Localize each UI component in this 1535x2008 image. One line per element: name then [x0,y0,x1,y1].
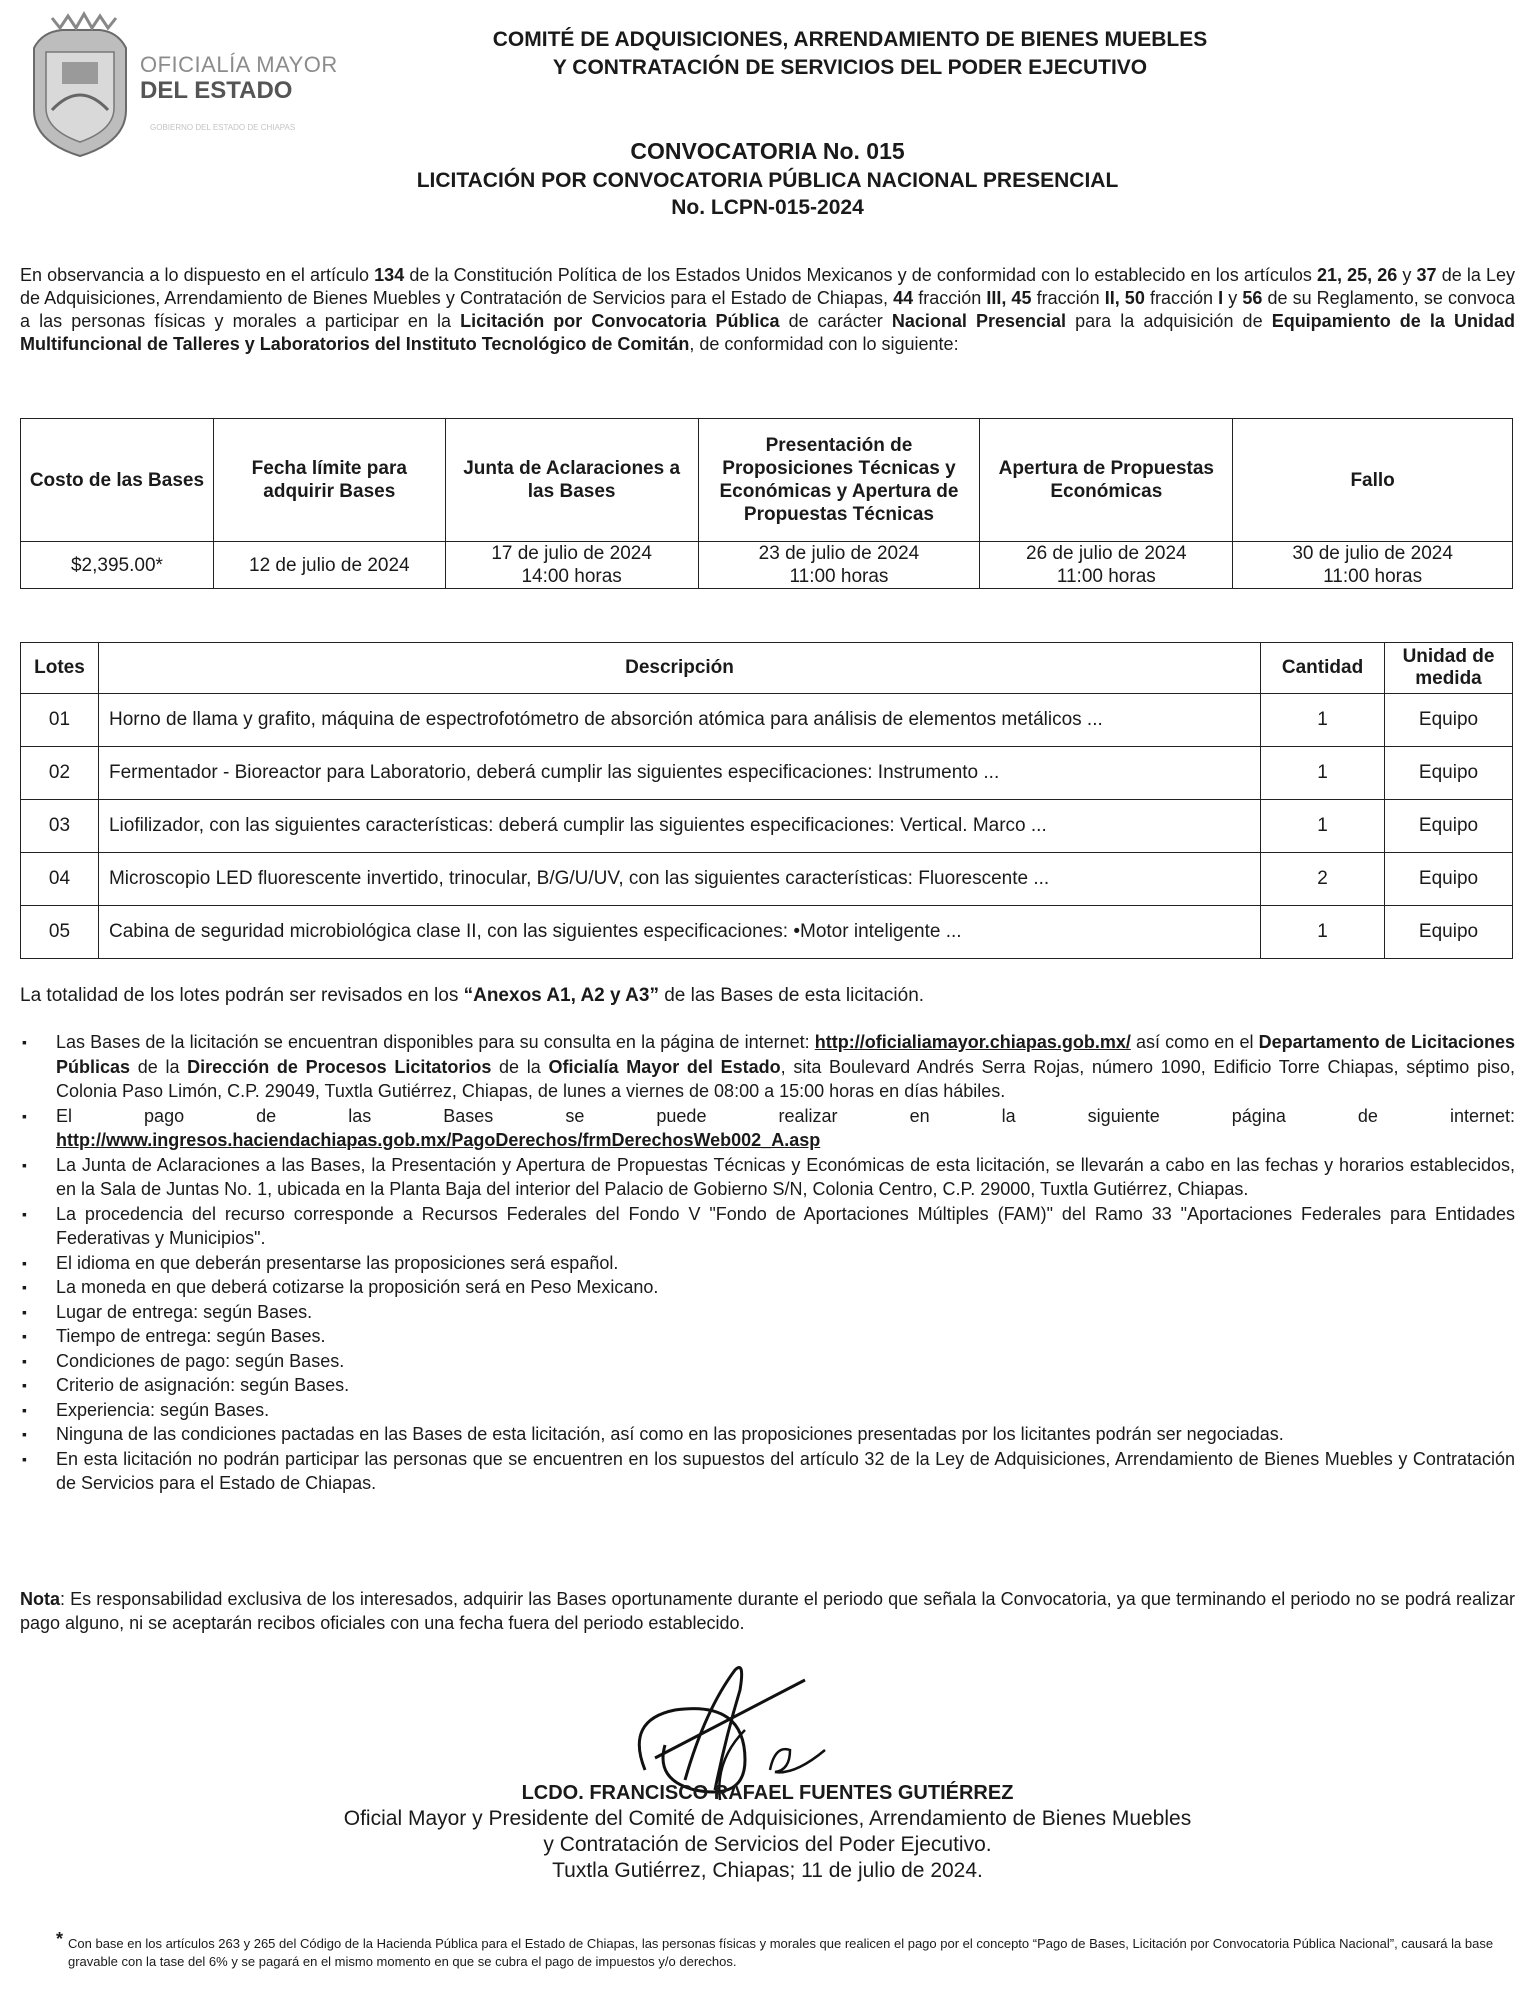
lot-number: 02 [21,747,99,800]
payment-link[interactable]: http://www.ingresos.haciendachiapas.gob.mx/PagoDerechos/frmDerechosWeb002_A.asp [56,1130,821,1150]
table-row [21,906,1513,959]
schedule-date: 23 de julio de 2024 [758,543,920,564]
schedule-header-cell: Fallo [1233,419,1513,542]
committee-title-line2: Y CONTRATACIÓN DE SERVICIOS DEL PODER EJECUTIVO [552,56,1148,79]
list-item: ▪ El idioma en que deberán presentarse las proposiciones será español. [20,1251,1515,1276]
list-item: ▪ Condiciones de pago: según Bases. [20,1349,1515,1374]
lot-quantity: 1 [1261,747,1385,800]
lots-header-unidad: Unidad de medida [1385,643,1513,694]
lot-quantity: 1 [1261,694,1385,747]
lot-number: 04 [21,853,99,906]
bases-consultation-link[interactable]: http://oficialiamayor.chiapas.gob.mx/ [814,1032,1131,1052]
list-item: ▪ Criterio de asignación: según Bases. [20,1373,1515,1398]
schedule-date: $2,395.00* [70,554,163,576]
lot-quantity: 2 [1261,853,1385,906]
lot-description: Fermentador - Bioreactor para Laboratorio, deberá cumplir las siguientes especificaciones: Instrumento ... [98,747,1260,800]
lots-header-lote: Lotes [21,643,99,694]
lots-header-row [21,643,1513,694]
lot-description: Horno de llama y grafito, máquina de espectrofotómetro de absorción atómica para análisis de elementos metálicos ... [98,694,1260,747]
schedule-values-row [21,542,1513,589]
list-item: ▪ En esta licitación no podrán participar las personas que se encuentren en los supuestos del artículo 32 de la Ley de Adquisiciones, Arrendamiento de Bienes Muebles y Contratación de Servicios para el Estado de Chiapas. [20,1447,1515,1496]
list-item: ▪ Lugar de entrega: según Bases. [20,1300,1515,1325]
committee-title-line1: COMITÉ DE ADQUISICIONES, ARRENDAMIENTO DE BIENES MUEBLES [492,28,1208,51]
schedule-header-cell: Presentación de Proposiciones Técnicas y Económicas y Apertura de Propuestas Técnicas [698,419,980,542]
lot-unit: Equipo [1385,800,1513,853]
footnote: * Con base en los artículos 263 y 265 del Código de la Hacienda Pública para el Estado de Chiapas, las personas físicas y morales que realicen el pago por el concepto “Pago de Bases, Licitación por Convocatoria Pública Nacional”, causará la base gravable con la tase del 6% y se pagará en el mismo momento en que se cubra el pago de impuestos y/o derechos. [56,1929,1494,1969]
schedule-date: 26 de julio de 2024 [1026,543,1187,564]
schedule-header-cell: Costo de las Bases [21,419,214,542]
schedule-value-cell [21,542,214,589]
nota-label: Nota [20,1589,60,1609]
convocatoria-number: No. LCPN-015-2024 [671,196,864,219]
schedule-date: 17 de julio de 2024 [491,543,652,564]
lots-table [20,642,1513,959]
svg-text:OFICIALÍA MAYOR: OFICIALÍA MAYOR [140,52,338,77]
list-item: ▪ Ninguna de las condiciones pactadas en las Bases de esta licitación, así como en las proposiciones presentadas por los licitantes podrán ser negociadas. [20,1422,1515,1447]
schedule-value-cell [445,542,698,589]
list-item: ▪ La procedencia del recurso corresponde a Recursos Federales del Fondo V "Fondo de Aportaciones Múltiples (FAM)" del Ramo 33 "Aportaciones Federales para Entidades Federativas y Municipios". [20,1202,1515,1251]
lot-unit: Equipo [1385,747,1513,800]
list-item: ▪ La Junta de Aclaraciones a las Bases, la Presentación y Apertura de Propuestas Técnicas y Económicas de esta licitación, se llevarán a cabo en las fechas y horarios establecidos, en la Sala de Juntas No. 1, ubicada en la Planta Baja del interior del Palacio de Gobierno S/N, Colonia Centro, C.P. 29000, Tuxtla Gutiérrez, Chiapas. [20,1153,1515,1202]
schedule-value-cell [213,542,445,589]
schedule-time: 11:00 horas [1323,566,1423,587]
schedule-value-cell [980,542,1233,589]
lot-description: Liofilizador, con las siguientes características: deberá cumplir las siguientes especificaciones: Vertical. Marco ... [98,800,1260,853]
annex-note: La totalidad de los lotes podrán ser revisados en los “Anexos A1, A2 y A3” de las Bases de esta licitación. [20,985,925,1006]
schedule-date: 30 de julio de 2024 [1292,543,1453,564]
convocatoria-subtitle: LICITACIÓN POR CONVOCATORIA PÚBLICA NACIONAL PRESENCIAL [416,169,1119,192]
lot-number: 03 [21,800,99,853]
lot-description: Microscopio LED fluorescente invertido, trinocular, B/G/U/UV, con las siguientes características: Fluorescente ... [98,853,1260,906]
lot-quantity: 1 [1261,906,1385,959]
schedule-time: 11:00 horas [1056,566,1156,587]
list-item: ▪ La moneda en que deberá cotizarse la proposición será en Peso Mexicano. [20,1275,1515,1300]
table-row [21,747,1513,800]
signatory-role-line1: Oficial Mayor y Presidente del Comité de Adquisiciones, Arrendamiento de Bienes Muebles [343,1807,1192,1830]
lot-number: 01 [21,694,99,747]
conditions-list [20,1030,1515,1496]
signatory-place-date: Tuxtla Gutiérrez, Chiapas; 11 de julio de 2024. [552,1859,983,1882]
signatory-role-line2: y Contratación de Servicios del Poder Ejecutivo. [543,1833,992,1856]
payment-text: ▪ El pago de las Bases se puede realizar en la siguiente página de internet: [56,1105,1515,1126]
signatory-name: LCDO. FRANCISCO RAFAEL FUENTES GUTIÉRREZ [521,1782,1014,1804]
schedule-header-cell: Fecha límite para adquirir Bases [213,419,445,542]
lots-header-cantidad: Cantidad [1261,643,1385,694]
lots-header-descripcion: Descripción [98,643,1260,694]
lot-quantity: 1 [1261,800,1385,853]
lot-number: 05 [21,906,99,959]
nota-paragraph: Nota: Es responsabilidad exclusiva de los interesados, adquirir las Bases oportunamente durante el periodo que señala la Convocatoria, ya que terminando el periodo no se podrá realizar pago alguno, ni se aceptarán recibos oficiales con una fecha fuera del periodo establecido. [20,1589,1515,1633]
schedule-value-cell [1233,542,1513,589]
list-item [20,1104,1515,1153]
svg-text:GOBIERNO DEL ESTADO DE CHIAPAS: GOBIERNO DEL ESTADO DE CHIAPAS [150,123,296,132]
lot-unit: Equipo [1385,853,1513,906]
lot-unit: Equipo [1385,906,1513,959]
lot-description: Cabina de seguridad microbiológica clase II, con las siguientes especificaciones: •Motor inteligente ... [98,906,1260,959]
table-row [21,694,1513,747]
schedule-value-cell [698,542,980,589]
schedule-date: 12 de julio de 2024 [249,554,410,576]
svg-text:DEL ESTADO: DEL ESTADO [140,77,293,104]
schedule-table [20,418,1513,589]
schedule-time: 11:00 horas [789,566,889,587]
list-item: ▪ Las Bases de la licitación se encuentran disponibles para su consulta en la página de internet: http://oficialiamayor.chiapas.gob.mx/ así como en el Departamento de Licitaciones Públicas de la Dirección de Procesos Licitatorios de la Oficialía Mayor del Estado, sita Boulevard Andrés Serra Rojas, número 1090, Edificio Torre Chiapas, séptimo piso, Colonia Paso Limón, C.P. 29049, Tuxtla Gutiérrez, Chiapas, de lunes a viernes de 08:00 a 15:00 horas en días hábiles. [20,1030,1515,1104]
table-row [21,800,1513,853]
list-item: ▪ Experiencia: según Bases. [20,1398,1515,1423]
schedule-time: 14:00 horas [521,566,622,587]
intro-paragraph: En observancia a lo dispuesto en el artículo 134 de la Constitución Política de los Estados Unidos Mexicanos y de conformidad con lo establecido en los artículos 21, 25, 26 y 37 de la Ley de Adquisiciones, Arrendamiento de Bienes Muebles y Contratación de Servicios para el Estado de Chiapas, 44 fracción III, 45 fracción II, 50 fracción I y 56 de su Reglamento, se convoca a las personas físicas y morales a participar en la Licitación por Convocatoria Pública de carácter Nacional Presencial para la adquisición de Equipamiento de la Unidad Multifuncional de Talleres y Laboratorios del Instituto Tecnológico de Comitán, de conformidad con lo siguiente: [20,265,1516,354]
convocatoria-title: CONVOCATORIA No. 015 [630,138,905,164]
schedule-header-cell: Apertura de Propuestas Económicas [980,419,1233,542]
schedule-header-row [21,419,1513,542]
lot-unit: Equipo [1385,694,1513,747]
state-shield-emblem [34,14,126,156]
list-item: ▪ Tiempo de entrega: según Bases. [20,1324,1515,1349]
schedule-header-cell: Junta de Aclaraciones a las Bases [445,419,698,542]
footnote-marker: * [56,1929,64,1949]
table-row [21,853,1513,906]
